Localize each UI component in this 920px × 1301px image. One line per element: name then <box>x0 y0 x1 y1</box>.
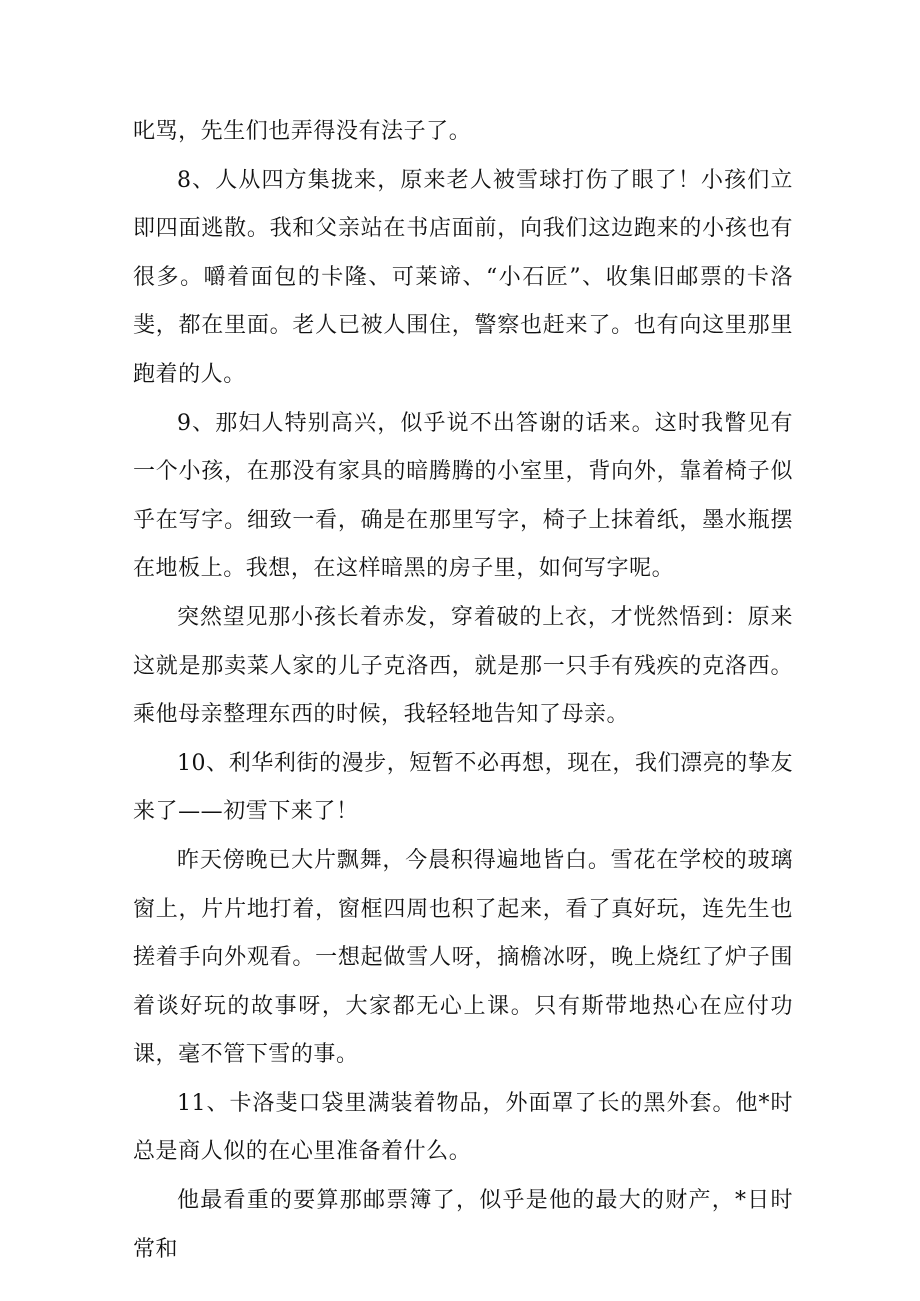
paragraph-11-continued: 他最看重的要算那邮票簿了，似乎是他的最大的财产，*日时常和 <box>133 1188 793 1262</box>
paragraph-continuation: 叱骂，先生们也弄得没有法子了。 <box>133 119 472 144</box>
paragraph-8: 8、人从四方集拢来，原来老人被雪球打伤了眼了！小孩们立即四面逃散。我和父亲站在书店面前，向我们这边跑来的小孩也有很多。嚼着面包的卡隆、可莱谛、“小石匠”、收集旧邮票的卡洛斐，都在里面。老人已被人围住，警察也赶来了。也有向这里那里跑着的人。 <box>133 167 793 387</box>
paragraph-9: 9、那妇人特别高兴，似乎说不出答谢的话来。这时我瞥见有一个小孩，在那没有家具的暗腾腾的小室里，背向外，靠着椅子似乎在写字。细致一看，确是在那里写字，椅子上抹着纸，墨水瓶摆在地板上。我想，在这样暗黑的房子里，如何写字呢。 <box>133 410 793 582</box>
paragraph-11: 11、卡洛斐口袋里满装着物品，外面罩了长的黑外套。他*时总是商人似的在心里准备着什么。 <box>133 1090 793 1165</box>
document-body <box>133 108 793 1274</box>
paragraph-9-continued: 突然望见那小孩长着赤发，穿着破的上衣，才恍然悟到：原来这就是那卖菜人家的儿子克洛西，就是那一只手有残疾的克洛西。乘他母亲整理东西的时候，我轻轻地告知了母亲。 <box>133 604 793 728</box>
paragraph-10-continued: 昨天傍晚已大片飘舞，今晨积得遍地皆白。雪花在学校的玻璃窗上，片片地打着，窗框四周也积了起来，看了真好玩，连先生也搓着手向外观看。一想起做雪人呀，摘檐冰呀，晚上烧红了炉子围着谈好玩的故事呀，大家都无心上课。只有斯带地热心在应付功课，毫不管下雪的事。 <box>133 847 793 1068</box>
paragraph-10: 10、利华利街的漫步，短暂不必再想，现在，我们漂亮的挚友来了——初雪下来了！ <box>133 750 793 825</box>
